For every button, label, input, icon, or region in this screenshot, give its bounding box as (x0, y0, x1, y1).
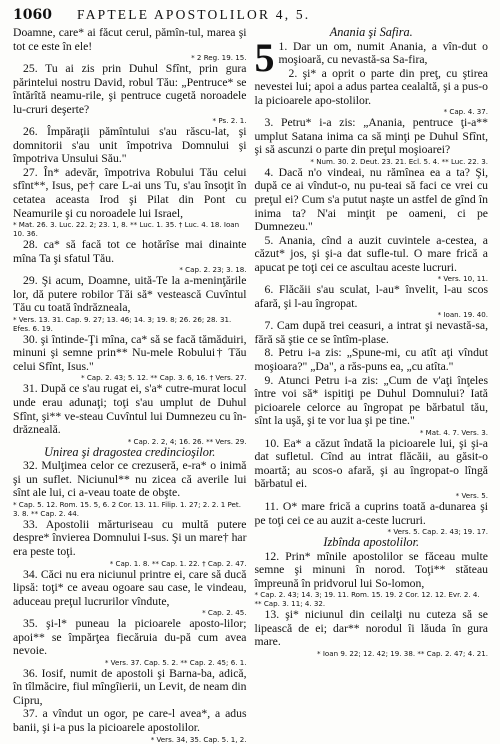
verse: 34. Căci nu era niciunul printre ei, care să ducă lipsă: toţi* ce aveau ogoare sau case, le vindeau, aduceau preţul lucrurilor vîndute, (13, 567, 247, 608)
verse: 10. Ea* a căzut îndată la picioarele lui, şi şi-a dat sufletul. Cînd au intrat flăcăii, au găsit-o moartă; au scos-o afară, şi au îngropat-o lîngă bărbatul ei. (254, 436, 488, 491)
verse: 5. Anania, cînd a auzit cuvintele a-cestea, a căzut* jos, şi şi-a dat sufle-tul. O mare frică a apucat pe toţi cei ce ascultau aceste lucruri. (254, 233, 488, 274)
cross-reference: * Cap. 5. 12. Rom. 15. 5, 6. 2 Cor. 13. 11. Filip. 1. 27; 2. 2. 1 Pet. 3. 8. ** Cap. 2. 44. (13, 499, 241, 518)
verse: 33. Apostolii mărturiseau cu multă putere despre* învierea Domnului I-sus. Şi un mare† har era peste toţi. (13, 517, 247, 558)
cross-reference: * Cap. 2. 43; 14. 3; 19. 11. Rom. 15. 19. 2 Cor. 12. 12. Evr. 2. 4. ** Cap. 3. 11; 4. 32. (254, 590, 480, 609)
verse: 5 1. Dar un om, numit Anania, a vîn-dut o moşioară, cu nevastă-sa Sa-fira, (254, 34, 488, 80)
cross-reference: * Num. 30. 2. Deut. 23. 21. Ecl. 5. 4. ** Luc. 22. 3. (310, 156, 488, 166)
cross-reference: * Ioan 9. 22; 12. 42; 19. 38. ** Cap. 2. 47; 4. 21. (317, 648, 488, 658)
verse: 37. a vîndut un ogor, pe care-l avea*, a adus banii, şi i-a pus la picioarele apostolilor. (13, 707, 247, 734)
cross-reference: * Cap. 2. 43; 5. 12. ** Cap. 3. 6, 16. † Vers. 27. (81, 373, 247, 383)
verse: 29. Şi acum, Doamne, uită-Te la a-meninţările lor, dă putere robilor Tăi să* vestească Cuvîntul Tău cu toată îndrăzneala, (13, 274, 247, 315)
verse: 12. Prin* mînile apostolilor se făceau multe semne şi minuni în norod. Toţi** stăteau împreună în pridvorul lui So-lomon, (254, 549, 488, 590)
left-column (13, 26, 247, 744)
cross-reference: * Cap. 4. 37. (443, 107, 488, 117)
verse: 4. Dacă n'o vindeai, nu rămînea ea a ta? Şi, după ce ai vîndut-o, nu pu-teai să faci ce vrei cu preţul ei? Cum s'a putut naşte un astfel de gînd în inima ta? N'ai minţit pe oameni, ci pe Dumnezeu." (254, 165, 488, 234)
verse: 7. Cam după trei ceasuri, a intrat şi nevastă-sa, fără să ştie ce se întîm-plase. (254, 319, 488, 346)
right-column (255, 26, 489, 738)
verse: 3. Petru* i-a zis: „Anania, pentruce ţi-a** umplut Satana inima ca să minţi pe Duhul Sfînt, şi să ascunzi o parte din preţul moşioarei? (254, 116, 488, 157)
verse: 6. Flăcăii s'au sculat, l-au* învelit, l-au scos afară, şi l-au îngropat. (254, 283, 488, 310)
cross-reference: * Vers. 37. Cap. 5. 2. ** Cap. 2. 45; 6. 1. (104, 657, 247, 667)
verse: 36. Iosif, numit de apostoli şi Barna-ba, adică, în tîlmăcire, fiul mîngîierii, un Levit, de neam din Cipru, (13, 666, 247, 707)
cross-reference: * Mat. 4. 7. Vers. 3. (419, 427, 488, 437)
running-head: FAPTELE APOSTOLILOR 4, 5. (77, 7, 311, 22)
cross-reference: * Cap. 2. 23; 3. 18. (179, 265, 247, 275)
cross-reference: * Ioan. 19. 40. (437, 310, 488, 320)
cross-reference: * Vers. 34, 35. Cap. 5. 1, 2. (150, 734, 247, 744)
cross-reference: * Vers. 5. Cap. 2. 43; 19. 17. (387, 527, 488, 537)
verse: 25. Tu ai zis prin Duhul Sfînt, prin gura părintelui nostru David, robul Tău: „Pentruce* se întărîtă neamu-rile, şi pentruce cugetă noroadele lu-cruri deşerte? (13, 62, 247, 116)
verse: 32. Mulţimea celor ce crezuseră, e-ra* o inimă şi un suflet. Niciunul** nu zicea că averile lui sînt ale lui, ci a-veau toate de obşte. (13, 459, 247, 500)
verse: Doamne, care* ai făcut cerul, pămîn-tul, marea şi tot ce este în ele! (13, 26, 247, 53)
verse: 28. ca* să facă tot ce hotărîse mai dinainte mîna Ta şi sfatul Tău. (13, 238, 247, 265)
section-heading: Izbînda apostolilor. (323, 535, 420, 550)
verse: 11. O* mare frică a cuprins toată a-dunarea şi pe toţi cei ce au auzit a-ceste lucruri. (254, 499, 488, 527)
cross-reference: * Ps. 2. 1. (212, 116, 247, 126)
cross-reference: * Vers. 13. 31. Cap. 9. 27; 13. 46; 14. 3; 19. 8; 26. 26; 28. 31. Efes. 6. 19. (13, 314, 232, 333)
section-heading: Anania şi Safira. (329, 25, 413, 39)
page-number: 1060 (13, 7, 52, 23)
cross-reference: * Cap. 2. 2, 4; 16. 26. ** Vers. 29. (127, 436, 247, 446)
section-heading: Unirea şi dragostea credincioşilor. (44, 444, 216, 459)
verse: 13. şi* niciunul din ceilalţi nu cuteza să se lipească de ei; dar** norodul îi lăuda în gura mare. (254, 608, 488, 649)
verse: 9. Atunci Petru i-a zis: „Cum de v'aţi înţeles între voi să* ispitiţi pe Duhul Domnului? Iată picioarele celorce au îngropat pe bărbatul tău, sînt la uşă, şi te vor lua şi pe tine." (254, 373, 488, 428)
cross-reference: * 2 Reg. 19. 15. (191, 53, 247, 63)
cross-reference: * Cap. 1. 8. ** Cap. 1. 22. † Cap. 2. 47. (109, 558, 247, 568)
chapter-number: 5 (254, 34, 275, 80)
verse: 35. şi-l* puneau la picioarele aposto-lilor; apoi** se împărţea fiecăruia du-pă cum avea nevoie. (13, 617, 247, 658)
cross-reference: * Mat. 26. 3. Luc. 22. 2; 23. 1, 8. ** Luc. 1. 35. † Luc. 4. 18. Ioan 10. 36. (13, 220, 240, 239)
verse: 26. Împăraţii pămîntului s'au răscu-lat, şi domnitorii s'au unit împotriva Domnului şi împotriva Unsului Său." (13, 125, 247, 166)
verse: 8. Petru i-a zis: „Spune-mi, cu atît aţi vîndut moşioara?" „Da", a răs-puns ea, „cu atîta." (254, 346, 488, 374)
verse: 27. În* adevăr, împotriva Robului Tău celui sfînt**, Isus, pe† care L-ai uns Tu, s'au însoţit în cetatea aceasta Irod şi Pilat din Pont cu Neamurile şi cu noroadele lui Israel, (13, 165, 247, 220)
verse: 30. şi întinde-Ţi mîna, ca* să se facă tămăduiri, minuni şi semne prin** Nu-mele Robului† Tău celui Sfînt, Isus." (13, 332, 247, 373)
cross-reference: * Cap. 2. 45. (202, 608, 247, 618)
page-header (13, 0, 488, 26)
cross-reference: * Vers. 10, 11. (437, 274, 488, 284)
text-columns (13, 25, 488, 744)
cross-reference: * Vers. 5. (455, 490, 488, 500)
verse: 2. şi* a oprit o parte din preţ, cu ştirea nevestei lui; apoi a adus partea cealaltă, şi a pus-o la picioarele apo-stolilor. (254, 66, 488, 107)
verse: 31. După ce s'au rugat ei, s'a* cutre-murat locul unde erau adunaţi; toţi s'au umplut de Duhul Sfînt, şi** ve-steau Cuvîntul lui Dumnezeu cu în-drăzneală. (13, 382, 247, 437)
